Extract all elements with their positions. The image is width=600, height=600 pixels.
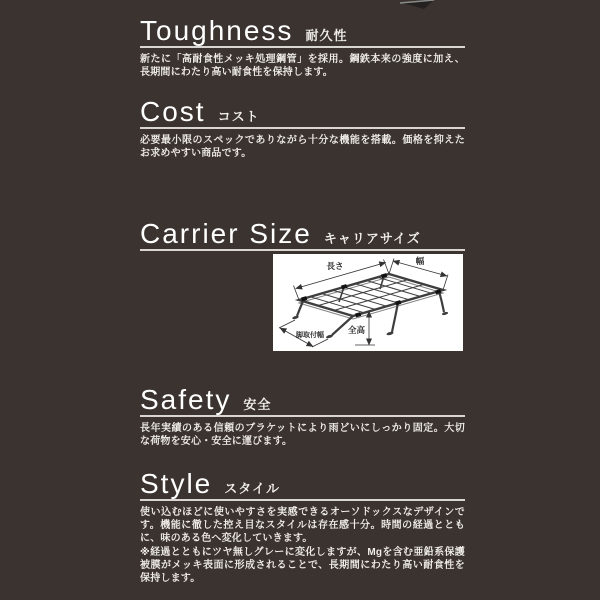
section-body-text: 新たに「高耐食性メッキ処理鋼管」を採用。鋼鉄本来の強度に加え、長期間にわたり高い耐食性を保持します。	[140, 54, 465, 78]
section-style	[140, 469, 465, 585]
section-title-en: Safety	[140, 384, 232, 415]
section-title-ja: 安全	[243, 397, 272, 412]
section-title-ja: スタイル	[224, 481, 280, 496]
dim-label-overall-height: 全高	[347, 325, 365, 335]
section-heading-toughness	[140, 16, 465, 48]
section-title-ja: キャリアサイズ	[323, 231, 421, 246]
carrier-size-diagram	[273, 254, 463, 351]
dim-label-length: 長さ	[326, 261, 344, 271]
section-title-en: Toughness	[140, 15, 294, 46]
section-body-text: 長年実績のある信頼のブラケットにより雨どいにしっかり固定。大切な荷物を安心・安全に運びます。	[140, 423, 465, 447]
section-heading-safety	[140, 385, 465, 417]
section-safety	[140, 385, 465, 448]
section-heading-style	[140, 469, 465, 501]
cropped-photo-fragment	[399, 0, 437, 10]
section-carrier-size	[140, 219, 465, 351]
section-title-ja: コスト	[217, 109, 260, 124]
section-note-text: ※経過とともにツヤ無しグレーに変化しますが、Mgを含む亜鉛系保護被膜がメッキ表面に形成されることで、長期間にわたり高い耐食性を保持します。	[140, 547, 465, 584]
dim-label-width: 幅	[415, 256, 425, 266]
section-toughness	[140, 16, 465, 79]
section-title-ja: 耐久性	[305, 28, 348, 43]
section-body-text: 必要最小限のスペックでありながら十分な機能を搭載。価格を抑えたお求めやすい商品です。	[140, 135, 465, 159]
section-heading-cost	[140, 97, 465, 129]
section-body-text: 使い込むほどに使いやすさを実感できるオーソドックスなデザインです。機能に徹した控え目なスタイルは存在感十分。時間の経過とともに、味のある色へ変化していきます。	[140, 507, 465, 544]
section-cost	[140, 97, 465, 160]
section-heading-carrier-size	[140, 219, 465, 251]
section-title-en: Carrier Size	[140, 218, 312, 249]
section-title-en: Cost	[140, 96, 206, 127]
section-title-en: Style	[140, 468, 213, 499]
dim-label-leg-mount-width: 脚取付幅	[296, 332, 324, 339]
